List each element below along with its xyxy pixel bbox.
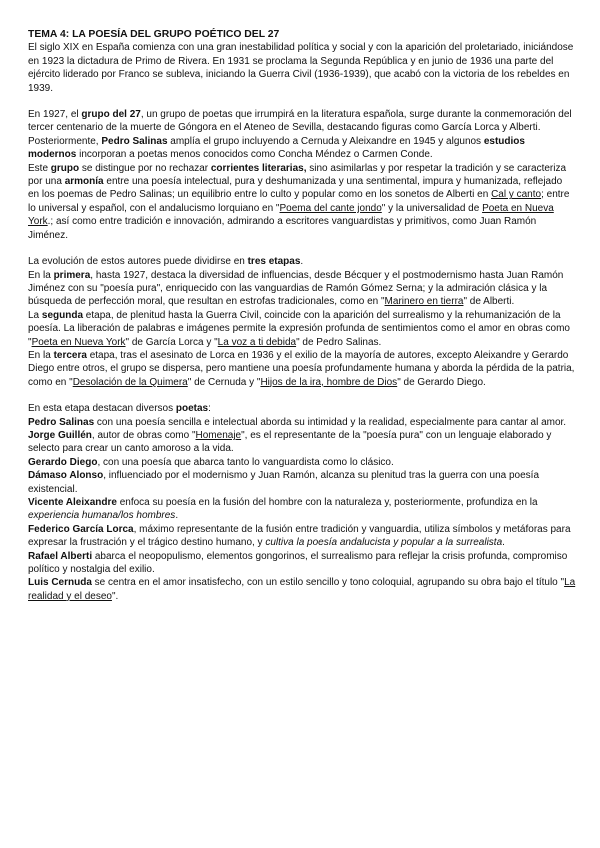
bold-text: Pedro Salinas: [101, 135, 168, 147]
work-title-link[interactable]: La voz a ti debida: [217, 336, 297, 348]
poet-entry-cernuda: [28, 576, 576, 603]
text: .; así como entre tradición e innovación, admirando a escritores vanguardistas y primitivos, como Juan Ramón Jiménez.: [28, 216, 537, 241]
text: en España comienza con una gran inestabilidad política y social y con la aparición del proletariado, iniciándose en 1923 la dictadura de Primo de Rivera. En 1931 se proclama la Segunda República y en junio de 1936 una parte del ejército liderado por Franco se subleva, iniciando la Guerra Civil (1936-1939), que acabó con la victoria de los rebeldes en 1939.: [28, 42, 574, 94]
poet-entry-alonso: [28, 469, 576, 496]
spacer: [28, 389, 576, 402]
group-origin-paragraph: [28, 108, 576, 162]
text: ; entre lo universal y español, con el andalucismo lorquiano en ": [28, 189, 570, 214]
text: , influenciado por el modernismo y Juan Ramón, alcanza su plenitud tras la guerra con una poesía existencial.: [28, 470, 540, 495]
text: , hasta 1927, destaca la diversidad de influencias, desde Bécquer y el postmodernismo hasta Juan Ramón Jiménez con su "poesía pura", enriquecido con las vanguardias de Ramón Gómez Serna; y la admiración clásica y la búsqueda de perfección moral, que resultan en estrofas tradicionales, como en ": [28, 269, 564, 308]
bold-text: primera: [53, 269, 91, 281]
poet-name: Pedro Salinas: [28, 416, 95, 428]
work-title-link[interactable]: Poeta en Nueva York: [28, 202, 554, 228]
text: En la: [28, 269, 54, 281]
poet-name: Jorge Guillén: [28, 429, 92, 441]
poet-name: Dámaso Alonso: [28, 470, 104, 482]
poet-entry-guillen: [28, 429, 576, 456]
bold-text: corrientes literarias,: [210, 162, 307, 174]
text: sino asimilarlas y por respetar la tradición y se caracteriza por una: [28, 162, 567, 188]
poet-name: Luis Cernuda: [28, 577, 92, 589]
work-title-link[interactable]: Hijos de la ira, hombre de Dios: [260, 376, 398, 388]
text: La: [28, 309, 42, 321]
text: " y la universalidad de: [381, 202, 483, 214]
bold-text: grupo del 27: [81, 109, 141, 121]
poet-entry-alberti: [28, 550, 576, 577]
work-title-link[interactable]: Marinero en tierra: [384, 296, 464, 308]
text: incorporan a poetas menos conocidos como Concha Méndez o Carmen Conde.: [76, 149, 433, 161]
work-title-link[interactable]: Poema del cante jondo: [279, 202, 382, 214]
text: enfoca su poesía en la fusión del hombre con la naturaleza y, posteriormente, profundiza en la: [116, 497, 538, 508]
text: se distingue por no rechazar: [79, 162, 211, 174]
text: amplía el grupo incluyendo a Cernuda y Aleixandre en 1945 y algunos: [167, 135, 484, 147]
text: La evolución de estos autores puede dividirse en: [28, 256, 248, 268]
text: " de Cernuda y ": [187, 376, 261, 388]
text: , un grupo de poetas que irrumpirá en la literatura española, surge durante la conmemoración del tercer centenario de la muerte de Góngora en el Ateneo de Sevilla, destacando figuras como García Lorca y Alberti. Posteriormente,: [28, 109, 572, 147]
text: etapa, de plenitud hasta la Guerra Civil, coincide con la aparición del surrealismo y la rehumanización de la poesía. La liberación de palabras e imágenes permite la expresión profunda de sentimientos como el amor en obras como ": [28, 309, 570, 348]
poet-entry-salinas: [28, 416, 576, 429]
text: " de Alberti.: [463, 296, 515, 308]
text: se centra en el amor insatisfecho, con un estilo sencillo y tono coloquial, agrupando su obra bajo el título ": [91, 577, 565, 589]
bold-text: segunda: [41, 309, 84, 321]
first-stage-paragraph: [28, 269, 576, 309]
work-title-link[interactable]: Poeta en Nueva York: [31, 336, 126, 348]
poet-name: Rafael Alberti: [28, 550, 93, 562]
work-title-link[interactable]: Desolación de la Quimera: [72, 376, 188, 388]
document-title: TEMA 4: LA POESÍA DEL GRUPO POÉTICO DEL 27: [28, 29, 280, 40]
document-page: [28, 28, 576, 603]
third-stage-paragraph: [28, 349, 576, 389]
text: En 1927, el: [28, 109, 82, 121]
text: ".: [111, 590, 119, 602]
text: En la: [28, 349, 54, 361]
text: Este: [28, 162, 51, 174]
text: , máximo representante de la fusión entre tradición y vanguardia, utiliza símbolos y metáforas para expresar la frustración y el trágico destino humano, y: [28, 523, 571, 549]
poet-name: Vicente Aleixandre: [28, 497, 117, 508]
group-traits-paragraph: [28, 162, 576, 242]
poet-entry-diego: [28, 456, 576, 469]
poet-entry-aleixandre: [28, 496, 576, 523]
spacer: [28, 242, 576, 255]
work-title-link[interactable]: Cal y canto: [491, 189, 542, 201]
poet-name: Federico García Lorca: [28, 523, 134, 535]
bold-text: tercera: [53, 349, 87, 361]
text: ", es el representante de la "poesía pura" con un lenguaje elaborado y selecto para crear un canto amoroso a la vida.: [28, 429, 552, 455]
text: " de García Lorca y ": [125, 336, 218, 348]
italic-text: experiencia humana/los hombres: [28, 510, 176, 522]
stages-intro-paragraph: [28, 255, 576, 268]
work-title-link[interactable]: La realidad y el deseo: [28, 577, 576, 602]
work-title-link[interactable]: Homenaje: [195, 429, 242, 441]
text: con una poesía sencilla e intelectual aborda su intimidad y la realidad, especialmente para cantar al amor.: [94, 416, 567, 428]
intro-paragraph: [28, 41, 576, 95]
bold-text: poetas: [175, 403, 209, 415]
poet-name: Gerardo Diego: [28, 456, 98, 468]
text: , con una poesía que abarca tanto lo vanguardista como lo clásico.: [97, 456, 394, 468]
text: En esta etapa destacan diversos: [28, 403, 176, 415]
bold-text: armonía: [64, 176, 104, 188]
bold-text: estudios modernos: [28, 135, 525, 161]
poets-intro-paragraph: [28, 402, 576, 415]
bold-text: tres etapas: [247, 256, 301, 268]
text: etapa, tras el asesinato de Lorca en 1936 y el exilio de la mayoría de autores, excepto Aleixandre y Gerardo Diego entre otros, el grupo se dispersa, pero mantiene una poesía profundamente humana y aborda la pérdida de la patria, como en ": [28, 349, 575, 388]
spacer: [28, 95, 576, 108]
text: abarca el neopopulismo, elementos gongorinos, el surrealismo para reflejar la crisis profunda, compromiso político y nostalgia del exilio.: [28, 550, 568, 576]
text: " de Pedro Salinas.: [296, 336, 382, 348]
text: XIX: [63, 42, 80, 54]
bold-text: grupo: [50, 162, 80, 174]
text: .: [502, 537, 505, 549]
text: " de Gerardo Diego.: [397, 376, 486, 388]
italic-text: cultiva la poesía andalucista y popular a la surrealista: [265, 537, 503, 549]
text: El siglo: [28, 42, 64, 54]
second-stage-paragraph: [28, 309, 576, 349]
text: .: [175, 510, 179, 522]
poet-entry-lorca: [28, 523, 576, 550]
text: , autor de obras como ": [91, 429, 196, 441]
text: :: [208, 403, 211, 415]
text: entre una poesía intelectual, pura y deshumanizada y una sentimental, impura y humanizada, reflejado en los poemas de Pedro Salinas; un equilibrio entre lo culto y popular como en los sonetos de Alberti en: [28, 176, 563, 201]
text: .: [300, 256, 304, 268]
